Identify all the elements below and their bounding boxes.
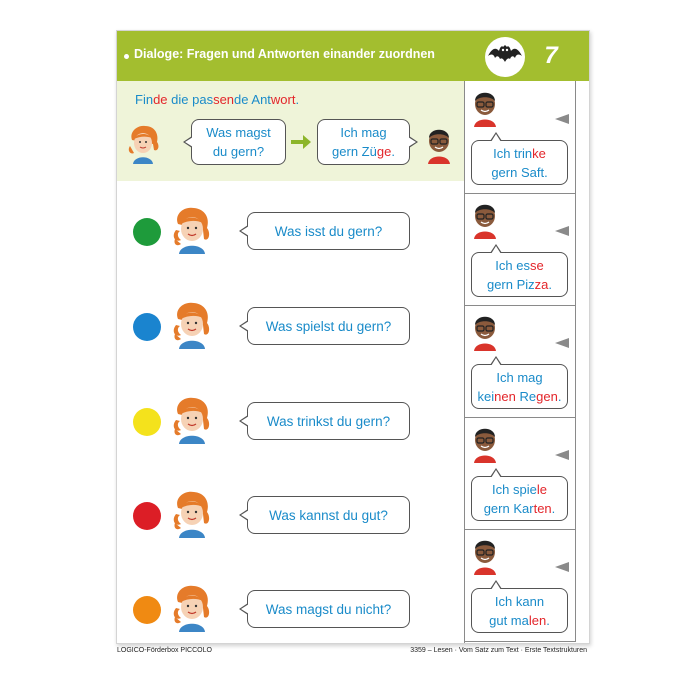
answer-segment: Ich es [495,257,530,273]
header-title: Dialoge: Fragen und Antworten einander zuordnen [134,47,435,61]
answer-segment: . [546,612,550,628]
answer-segment: gern Saft. [491,164,548,180]
instruction-segment: de [153,92,168,107]
question-bubble [247,590,410,628]
girl-avatar [172,396,212,444]
answer-segment: len [528,612,547,628]
footer-left: LOGICO-Förderbox PICCOLO [117,647,212,654]
answer-line [484,499,556,518]
answer-segment: ten [533,500,552,516]
worksheet-card [116,30,590,644]
boy-avatar [471,87,499,127]
answer-line [478,368,562,387]
pointer-flag-icon [555,562,569,572]
answer-segment: Ich spie [492,481,537,497]
answer-segment: Ich mag [340,125,387,140]
instruction-segment: Fin [135,92,154,107]
answer-segment: se [529,257,544,273]
example-answer-line [332,123,395,142]
girl-avatar [172,301,212,349]
answer-segment: kei [477,388,495,404]
question-text: Was spielst du gern? [265,318,392,334]
answer-bubble [471,476,568,521]
instruction-text [135,92,299,107]
answer-segment: ge [376,144,392,159]
girl-avatar [172,490,212,538]
color-dot[interactable] [133,408,161,436]
answer-segment: za [534,276,549,292]
instruction-segment: wort [270,92,296,107]
arrow-right-icon [291,135,311,149]
answer-line [491,163,547,182]
color-dot[interactable] [133,596,161,624]
question-text: Was kannst du gut? [269,507,388,523]
boy-avatar-example [425,124,453,164]
answer-segment: Ich trin [493,145,533,161]
girl-avatar [172,584,212,632]
question-bubble [247,212,410,250]
header-bar [117,31,589,81]
boy-avatar [471,311,499,351]
answer-segment: Ich kann [494,593,545,609]
answer-line [491,144,547,163]
instruction-segment: . [295,92,300,107]
color-dot[interactable] [133,218,161,246]
answer-segment: gern Kar [483,500,534,516]
answer-segment: . [548,276,553,292]
answer-segment: gen [536,388,558,404]
answer-card[interactable] [465,81,576,194]
answer-segment: . [391,144,395,159]
color-dot[interactable] [133,313,161,341]
answer-segment: le [536,481,547,497]
answer-card[interactable] [465,305,576,418]
answer-card[interactable] [465,417,576,530]
answer-segment: Re [515,388,537,404]
pointer-flag-icon [555,226,569,236]
answer-segment: . [551,500,556,516]
bat-icon [485,37,525,77]
example-question-line: du gern? [212,144,265,159]
question-bubble [247,496,410,534]
answer-segment: gut ma [489,612,529,628]
question-text: Was trinkst du gern? [266,413,391,429]
instruction-segment: sen [213,92,235,107]
example-question-bubble [191,119,286,165]
boy-avatar [471,423,499,463]
example-answer-line [332,142,395,161]
question-bubble [247,307,410,345]
answer-line [489,592,550,611]
answer-segment: nen [494,388,516,404]
girl-avatar [172,206,212,254]
answer-card[interactable] [465,529,576,642]
answer-segment: ke [532,145,546,161]
question-bubble [247,402,410,440]
answer-line [487,275,552,294]
answer-line [487,256,552,275]
task-number: 7 [544,42,558,69]
question-text: Was magst du nicht? [265,601,392,617]
pointer-flag-icon [555,338,569,348]
example-question-line: Was magst [206,125,271,140]
answer-bubble [471,140,568,185]
answer-bubble [471,588,568,633]
answer-line [478,387,562,406]
answer-bubble [471,364,568,409]
boy-avatar [471,199,499,239]
answer-line [484,480,556,499]
instruction-segment: die pas [167,92,214,107]
answer-segment: gern Zü [332,144,377,159]
answer-bubble [471,252,568,297]
bullet-icon [124,54,129,59]
color-dot[interactable] [133,502,161,530]
answer-line [489,611,550,630]
boy-avatar [471,535,499,575]
girl-avatar-example [127,124,161,164]
answer-segment: gern Piz [486,276,535,292]
answer-segment: Ich mag [496,369,543,385]
question-text: Was isst du gern? [274,223,383,239]
answer-card[interactable] [465,193,576,306]
instruction-segment: de Ant [234,92,271,107]
pointer-flag-icon [555,114,569,124]
pointer-flag-icon [555,450,569,460]
answer-column [464,81,579,643]
example-answer-bubble [317,119,410,165]
answer-segment: . [557,388,562,404]
footer-right: 3359 – Lesen · Vom Satz zum Text · Erste Textstrukturen [410,647,587,654]
